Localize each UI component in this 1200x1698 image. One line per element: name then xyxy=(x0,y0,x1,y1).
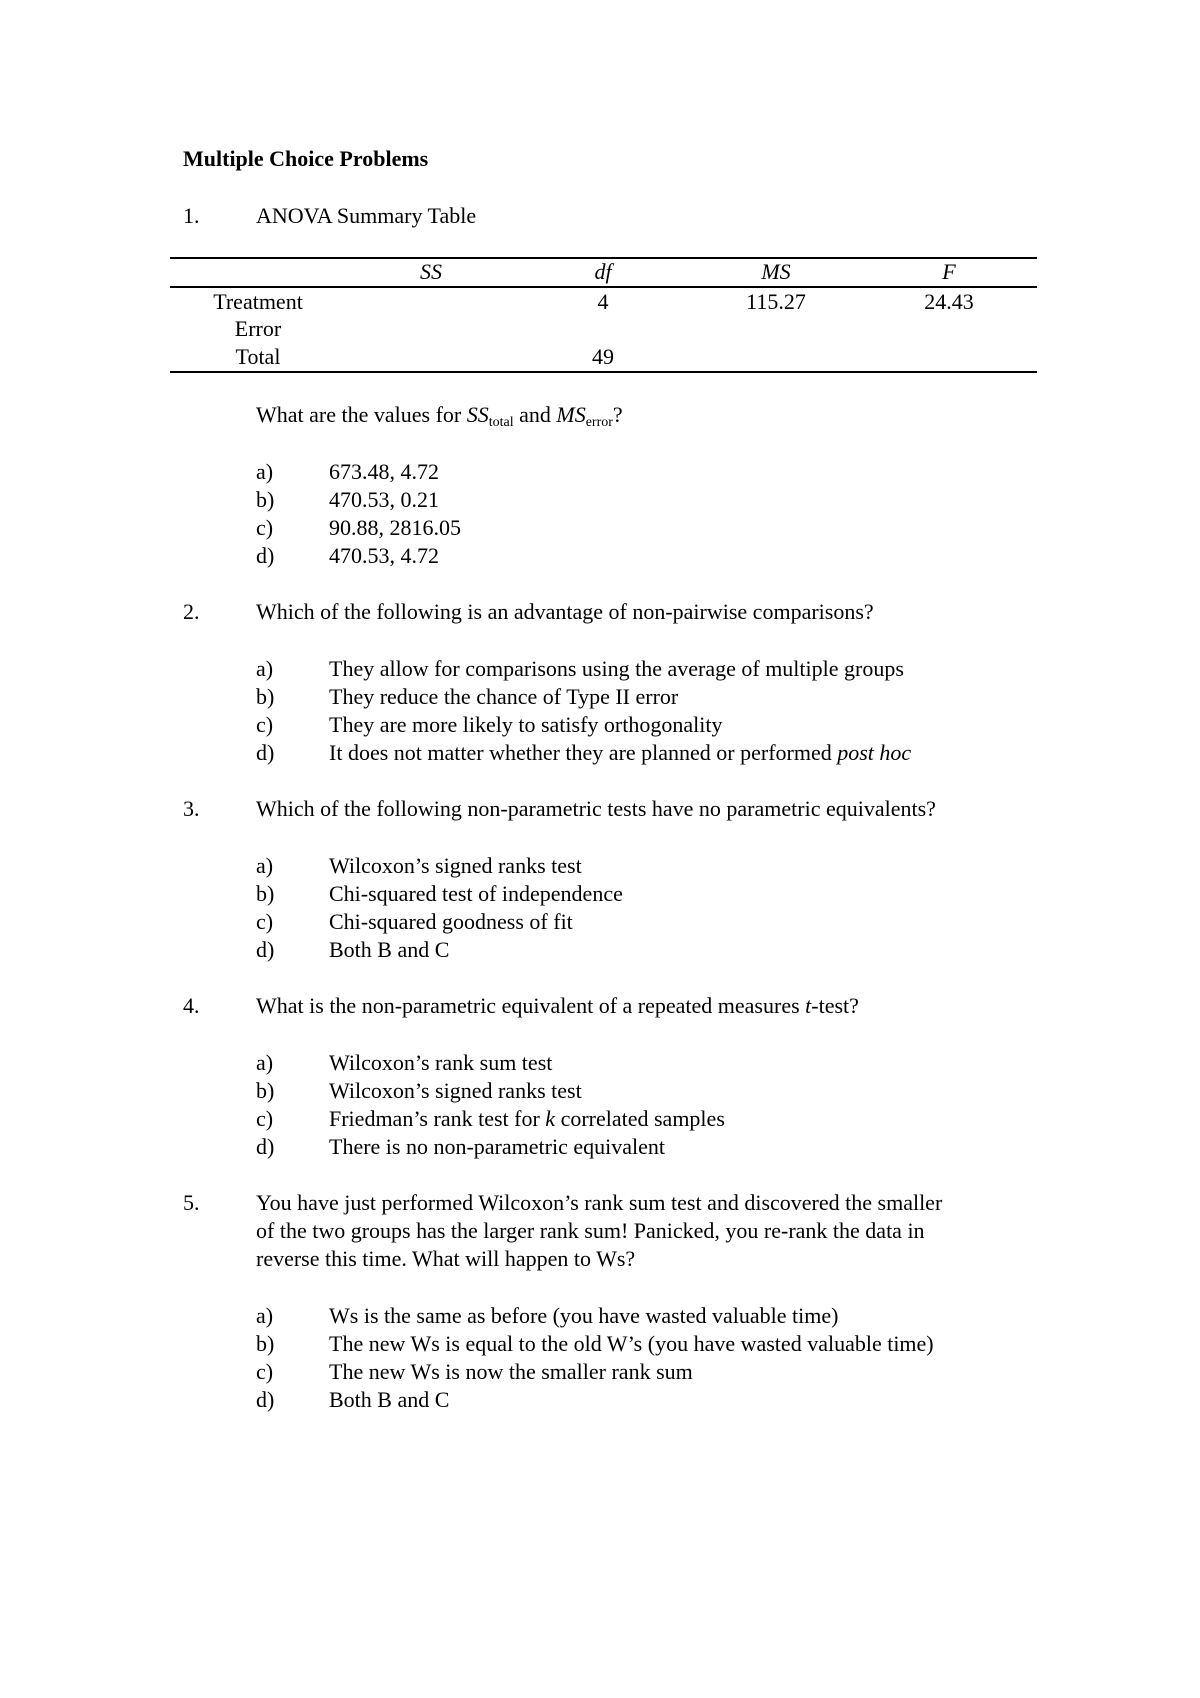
header-f: F xyxy=(942,259,956,284)
question-5-line-3: reverse this time. What will happen to Ws? xyxy=(256,1246,636,1271)
option-letter: d) xyxy=(256,1134,275,1159)
question-5-line-2: of the two groups has the larger rank sum! Panicked, you re-rank the data in xyxy=(256,1218,925,1243)
question-4-prefix: What is the non-parametric equivalent of a repeated measures xyxy=(256,993,806,1018)
q2-option-c: They are more likely to satisfy orthogonality xyxy=(329,712,723,737)
q5-option-b: The new Ws is equal to the old W’s (you have wasted valuable time) xyxy=(329,1331,934,1356)
q4-option-a: Wilcoxon’s rank sum test xyxy=(329,1050,553,1075)
option-letter: a) xyxy=(256,656,274,681)
row-label-total: Total xyxy=(235,344,281,369)
header-ss: SS xyxy=(420,259,442,284)
q1-option-b: 470.53, 0.21 xyxy=(329,487,439,512)
question-5-line-1: You have just performed Wilcoxon’s rank sum test and discovered the smaller xyxy=(256,1190,943,1215)
ss-subscript: total xyxy=(488,415,514,430)
ms-symbol: MS xyxy=(556,402,586,427)
question-5-number: 5. xyxy=(183,1190,200,1215)
header-df: df xyxy=(594,259,612,284)
question-1-number: 1. xyxy=(183,203,200,228)
ms-subscript: error xyxy=(585,415,613,430)
q3-option-c: Chi-squared goodness of fit xyxy=(329,909,573,934)
q4-option-c-suffix: correlated samples xyxy=(555,1106,725,1131)
question-2-number: 2. xyxy=(183,599,200,624)
question-3-text: Which of the following non-parametric tests have no parametric equivalents? xyxy=(256,796,936,821)
option-letter: b) xyxy=(256,684,275,709)
q4-option-d: There is no non-parametric equivalent xyxy=(329,1134,665,1159)
header-ms: MS xyxy=(761,259,791,284)
row-label-treatment: Treatment xyxy=(213,289,303,314)
q4-option-c-prefix: Friedman’s rank test for xyxy=(329,1106,546,1131)
option-letter: a) xyxy=(256,1303,274,1328)
question-2-text: Which of the following is an advantage of non-pairwise comparisons? xyxy=(256,599,874,624)
question-4-number: 4. xyxy=(183,993,200,1018)
page-title: Multiple Choice Problems xyxy=(183,146,429,171)
question-1-mid: and xyxy=(513,402,557,427)
question-3-number: 3. xyxy=(183,796,200,821)
q5-option-a: Ws is the same as before (you have wasted valuable time) xyxy=(329,1303,839,1328)
q2-option-d xyxy=(329,739,911,767)
option-letter: b) xyxy=(256,487,275,512)
option-letter: a) xyxy=(256,1050,274,1075)
table-bottom-rule xyxy=(170,371,1037,373)
option-letter: b) xyxy=(256,1078,275,1103)
q2-option-a: They allow for comparisons using the average of multiple groups xyxy=(329,656,904,681)
q3-option-b: Chi-squared test of independence xyxy=(329,881,623,906)
treatment-ms: 115.27 xyxy=(746,289,806,314)
q2-option-b: They reduce the chance of Type II error xyxy=(329,684,679,709)
option-letter: d) xyxy=(256,937,275,962)
option-letter: c) xyxy=(256,515,274,540)
row-label-error: Error xyxy=(234,316,282,341)
option-letter: c) xyxy=(256,1106,274,1131)
treatment-df: 4 xyxy=(597,289,609,314)
option-letter: c) xyxy=(256,909,274,934)
question-1-suffix: ? xyxy=(612,402,623,427)
question-4-text xyxy=(256,992,1056,1020)
q1-option-a: 673.48, 4.72 xyxy=(329,459,439,484)
option-letter: b) xyxy=(256,881,275,906)
option-letter: d) xyxy=(256,1387,275,1412)
question-4-suffix: -test? xyxy=(811,993,859,1018)
q2-option-d-text: It does not matter whether they are planned or performed xyxy=(329,740,838,765)
option-letter: a) xyxy=(256,459,274,484)
option-letter: c) xyxy=(256,1359,274,1384)
anova-table-heading: ANOVA Summary Table xyxy=(256,203,477,228)
option-letter: b) xyxy=(256,1331,275,1356)
treatment-f: 24.43 xyxy=(924,289,974,314)
q3-option-a: Wilcoxon’s signed ranks test xyxy=(329,853,582,878)
question-1-prefix: What are the values for xyxy=(256,402,467,427)
total-df: 49 xyxy=(592,344,614,369)
option-letter: c) xyxy=(256,712,274,737)
q1-option-c: 90.88, 2816.05 xyxy=(329,515,461,540)
question-1-text xyxy=(256,401,1056,429)
option-letter: d) xyxy=(256,543,275,568)
q2-option-d-emphasis: post hoc xyxy=(837,740,912,765)
q3-option-d: Both B and C xyxy=(329,937,450,962)
q1-option-d: 470.53, 4.72 xyxy=(329,543,439,568)
q4-option-c xyxy=(329,1105,725,1133)
q4-option-c-emphasis: k xyxy=(545,1106,556,1131)
q4-option-b: Wilcoxon’s signed ranks test xyxy=(329,1078,582,1103)
option-letter: d) xyxy=(256,740,275,765)
q5-option-c: The new Ws is now the smaller rank sum xyxy=(329,1359,693,1384)
option-letter: a) xyxy=(256,853,274,878)
ss-symbol: SS xyxy=(466,402,489,427)
question-4-emphasis: t xyxy=(805,993,812,1018)
q5-option-d: Both B and C xyxy=(329,1387,450,1412)
